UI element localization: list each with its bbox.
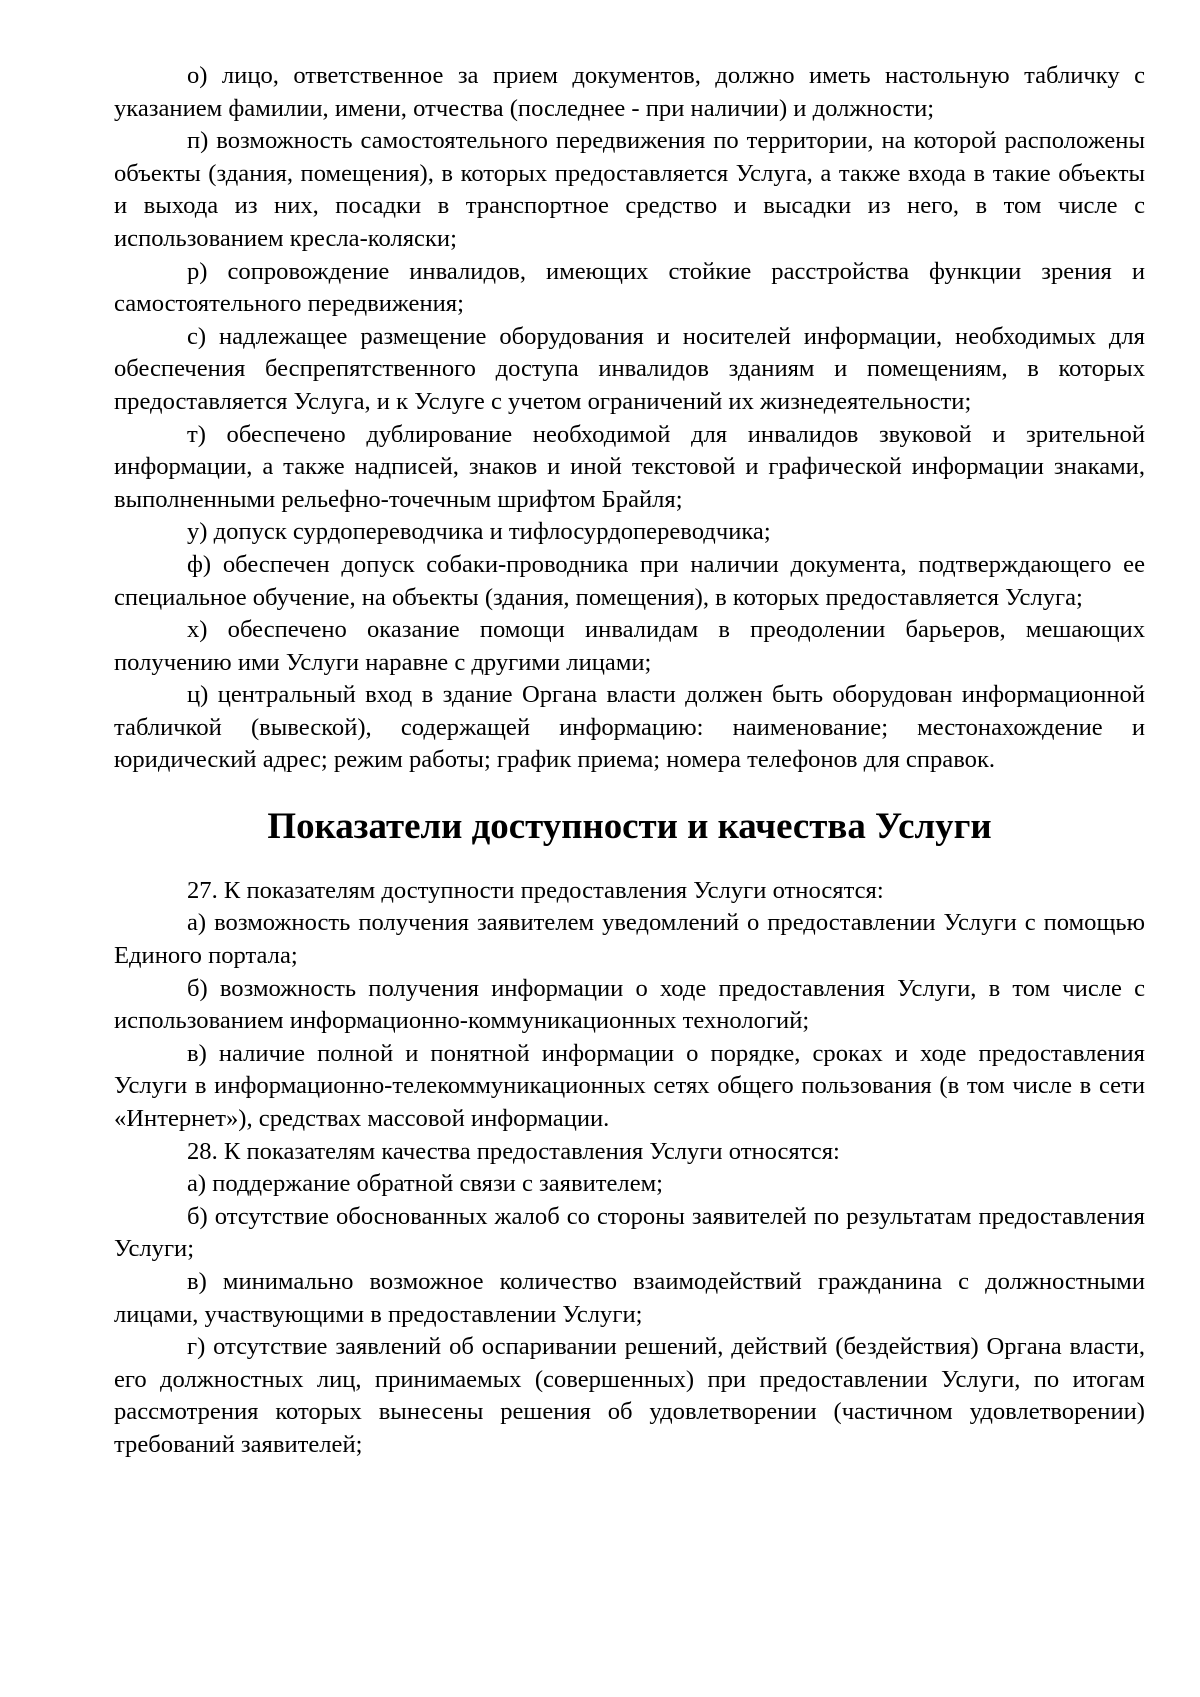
- paragraph-27-a: а) возможность получения заявителем уведомлений о предоставлении Услуги с помощью Единого портала;: [114, 909, 1145, 970]
- paragraph-kh: х) обеспечено оказание помощи инвалидам в преодолении барьеров, мешающих получению ими Услуги наравне с другими лицами;: [114, 616, 1145, 676]
- paragraph-ts: ц) центральный вход в здание Органа власти должен быть оборудован информационной табличкой (вывеской), содержащей информацию: наименование; местонахождение и юридический адрес; режим работы; график приема; номера телефонов для справок.: [114, 681, 1145, 774]
- paragraph-28-v: в) минимально возможное количество взаимодействий гражданина с должностными лицами, участвующими в предоставлении Услуги;: [114, 1267, 1145, 1328]
- paragraph-u: у) допуск сурдопереводчика и тифлосурдопереводчика;: [187, 518, 771, 546]
- paragraph-t: т) обеспечено дублирование необходимой для инвалидов звуковой и зрительной информации, а также надписей, знаков и иной текстовой и графической информации знаками, выполненными рельефно-точечным шрифтом Брайля;: [114, 420, 1145, 513]
- paragraph-o: о) лицо, ответственное за прием документов, должно иметь настольную табличку с указанием фамилии, имени, отчества (последнее - при наличии) и должности;: [114, 62, 1145, 122]
- section-heading: Показатели доступности и качества Услуги: [267, 804, 992, 846]
- document-page: [114, 60, 1145, 1462]
- paragraph-s: с) надлежащее размещение оборудования и носителей информации, необходимых для обеспечения беспрепятственного доступа инвалидов зданиям и помещениям, в которых предоставляется Услуга, и к Услуге с учетом ограничений их жизнедеятельности;: [114, 322, 1145, 415]
- paragraph-28: 28. К показателям качества предоставления Услуги относятся:: [187, 1137, 840, 1165]
- paragraph-p: п) возможность самостоятельного передвижения по территории, на которой расположены объекты (здания, помещения), в которых предоставляется Услуга, а также входа в такие объекты и выхода из них, посадки в транспортное средство и высадки из него, в том числе с использованием кресла-коляски;: [114, 127, 1145, 252]
- paragraph-27-b: б) возможность получения информации о ходе предоставления Услуги, в том числе с использованием информационно-коммуникационных технологий;: [114, 974, 1145, 1035]
- paragraph-r: р) сопровождение инвалидов, имеющих стойкие расстройства функции зрения и самостоятельного передвижения;: [114, 257, 1145, 318]
- paragraph-f: ф) обеспечен допуск собаки-проводника при наличии документа, подтверждающего ее специальное обучение, на объекты (здания, помещения), в которых предоставляется Услуга;: [114, 550, 1145, 611]
- paragraph-28-b: б) отсутствие обоснованных жалоб со стороны заявителей по результатам предоставления Услуги;: [114, 1202, 1145, 1263]
- paragraph-27-v: в) наличие полной и понятной информации о порядке, сроках и ходе предоставления Услуги в информационно-телекоммуникационных сетях общего пользования (в том числе в сети «Интернет»), средствах массовой информации.: [114, 1039, 1145, 1132]
- paragraph-28-a: а) поддержание обратной связи с заявителем;: [187, 1170, 664, 1198]
- paragraph-28-g: г) отсутствие заявлений об оспаривании решений, действий (бездействия) Органа власти, его должностных лиц, принимаемых (совершенных) при предоставлении Услуги, по итогам рассмотрения которых вынесены решения об удовлетворении (частичном удовлетворении) требований заявителей;: [114, 1333, 1145, 1458]
- paragraph-27: 27. К показателям доступности предоставления Услуги относятся:: [187, 876, 884, 904]
